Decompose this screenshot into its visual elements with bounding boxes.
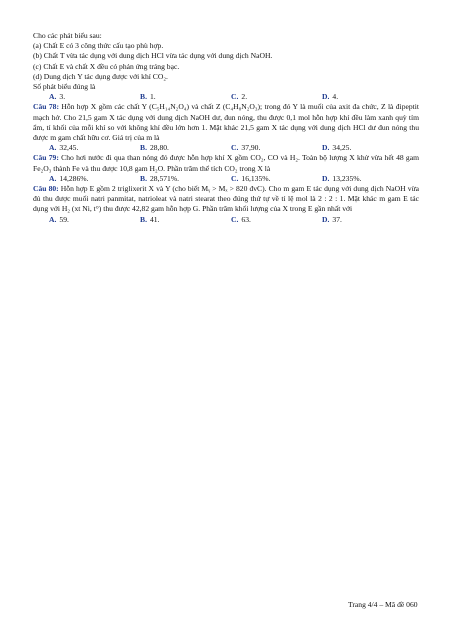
question-78 — [33, 102, 419, 143]
option-b: B. 28,80. — [140, 143, 169, 153]
option-b: B. 1. — [140, 92, 156, 102]
option-c: C. 2. — [231, 92, 248, 102]
page-footer: Trang 4/4 – Mã đề 060 — [348, 600, 418, 609]
question-text: Hỗn hợp X gồm các chất Y (C₅H₁₄N₂O₄) và chất Z (C₄H₈N₂O₃); trong đó Y là muối của axit đa chức, Z là đipeptit mạch hở. Cho 21,5 gam X tác dụng với dung dịch NaOH dư, đun nóng, thu được 0,1 mol hỗn hợp khí đều làm xanh quỳ tím ẩm, tỉ khối của mỗi khí so với không khí đều lớn hơn 1. Mặt khác 21,5 gam X tác dụng với dung dịch HCl dư đun nóng thu được m gam chất hữu cơ. Giá trị của m là — [33, 102, 419, 143]
question-text: Hỗn hợp E gồm 2 triglixerit X và Y (cho biết Mᵧ > Mₓ > 820 đvC). Cho m gam E tác dụng với dung dịch NaOH vừa đủ thu được muối natri panmitat, natrioleat và natri stearat theo đúng thứ tự về tỉ lệ mol là 2 : 2 : 1. Mặt khác m gam E tác dụng với H₂ (xt Ni, t°) thu được 42,82 gam hỗn hợp G. Phần trăm khối lượng của X trong E gần nhất với — [33, 184, 419, 214]
question-ask: Số phát biểu đúng là — [33, 82, 96, 92]
answer-options — [33, 143, 419, 153]
option-c: C. 63. — [231, 214, 251, 224]
question-number: Câu 79: — [33, 153, 59, 163]
answer-options — [33, 215, 419, 225]
option-d: D. 34,25. — [322, 143, 352, 153]
question-79 — [33, 153, 419, 173]
option-b: B. 41. — [140, 214, 160, 224]
option-d: D. 37. — [322, 214, 342, 224]
option-a: A. 59. — [49, 214, 69, 224]
statement-a: (a) Chất E có 3 công thức cấu tạo phù hợp. — [33, 41, 164, 51]
option-a: A. 3. — [49, 92, 66, 102]
intro-lead: Cho các phát biểu sau: — [33, 31, 102, 40]
option-b: B. 28,571%. — [140, 173, 180, 183]
question-number: Câu 78: — [33, 102, 59, 112]
question-80 — [33, 184, 419, 215]
statement-b: (b) Chất T vừa tác dụng với dung dịch HCl vừa tác dụng với dung dịch NaOH. — [33, 51, 273, 61]
option-a: A. 32,45. — [49, 143, 79, 153]
option-c: C. 16,135%. — [231, 173, 271, 183]
exam-page — [33, 31, 419, 225]
option-c: C. 37,90. — [231, 143, 261, 153]
answer-options — [33, 174, 419, 184]
statement-c: (c) Chất E và chất X đều có phản ứng tráng bạc. — [33, 61, 180, 71]
option-d: D. 13,235%. — [322, 173, 362, 183]
option-d: D. 4. — [322, 92, 339, 102]
option-a: A. 14,286%. — [49, 173, 89, 183]
question-number: Câu 80: — [33, 184, 59, 194]
statement-d: (d) Dung dịch Y tác dụng được với khí CO₂. — [33, 71, 168, 81]
question-text: Cho hơi nước đi qua than nóng đỏ được hỗn hợp khí X gồm CO₂, CO và H₂. Toàn bộ lượng X khử vừa hết 48 gam Fe₂O₃ thành Fe và thu được 10,8 gam H₂O. Phần trăm thể tích CO₂ trong X là — [33, 153, 420, 173]
answer-options — [33, 92, 419, 102]
